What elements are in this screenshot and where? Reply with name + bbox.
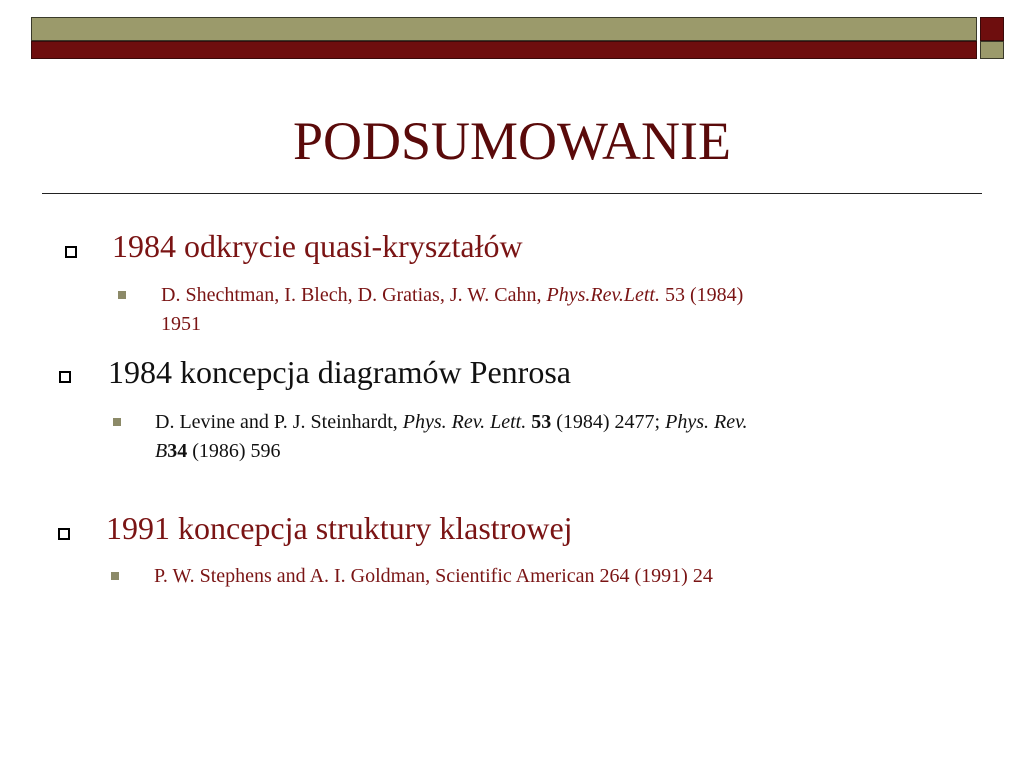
item-heading-1: 1984 odkrycie quasi-kryształów: [112, 228, 523, 264]
item-heading-2: 1984 koncepcja diagramów Penrosa: [108, 354, 571, 390]
reference-1-vol-year: 53 (1984): [659, 284, 744, 306]
bullet-square-icon: [58, 528, 70, 540]
header-square-olive: [980, 41, 1004, 59]
reference-2-authors: D. Levine and P. J. Steinhardt,: [155, 411, 403, 433]
sub-bullet-icon: [113, 418, 121, 426]
header-bar-maroon: [31, 41, 977, 59]
item-heading-3: 1991 koncepcja struktury klastrowej: [106, 510, 573, 546]
bullet-square-icon: [59, 371, 71, 383]
reference-1-authors: D. Shechtman, I. Blech, D. Gratias, J. W. Cahn,: [161, 284, 547, 306]
header-square-maroon: [980, 17, 1004, 41]
reference-2-volume-2: 34: [167, 440, 188, 462]
reference-1-journal: Phys.Rev.Lett.: [546, 284, 660, 306]
title-divider: [42, 193, 982, 194]
reference-1: [161, 281, 921, 339]
sub-bullet-icon: [118, 291, 126, 299]
reference-2-volume-1: 53: [531, 411, 552, 433]
bullet-square-icon: [65, 246, 77, 258]
reference-2-rest-2: (1986) 596: [187, 440, 281, 462]
reference-2-journal-2: Phys. Rev.: [665, 411, 748, 433]
reference-2-journal-2-series: B: [155, 440, 168, 462]
reference-2-rest-1: (1984) 2477;: [551, 411, 666, 433]
reference-1-page: 1951: [161, 313, 201, 335]
reference-2-journal-1: Phys. Rev. Lett.: [402, 411, 527, 433]
reference-2: [155, 408, 935, 466]
reference-3: P. W. Stephens and A. I. Goldman, Scientific American 264 (1991) 24: [154, 565, 713, 587]
header-bar-olive: [31, 17, 977, 41]
sub-bullet-icon: [111, 572, 119, 580]
slide-title: PODSUMOWANIE: [292, 111, 731, 171]
